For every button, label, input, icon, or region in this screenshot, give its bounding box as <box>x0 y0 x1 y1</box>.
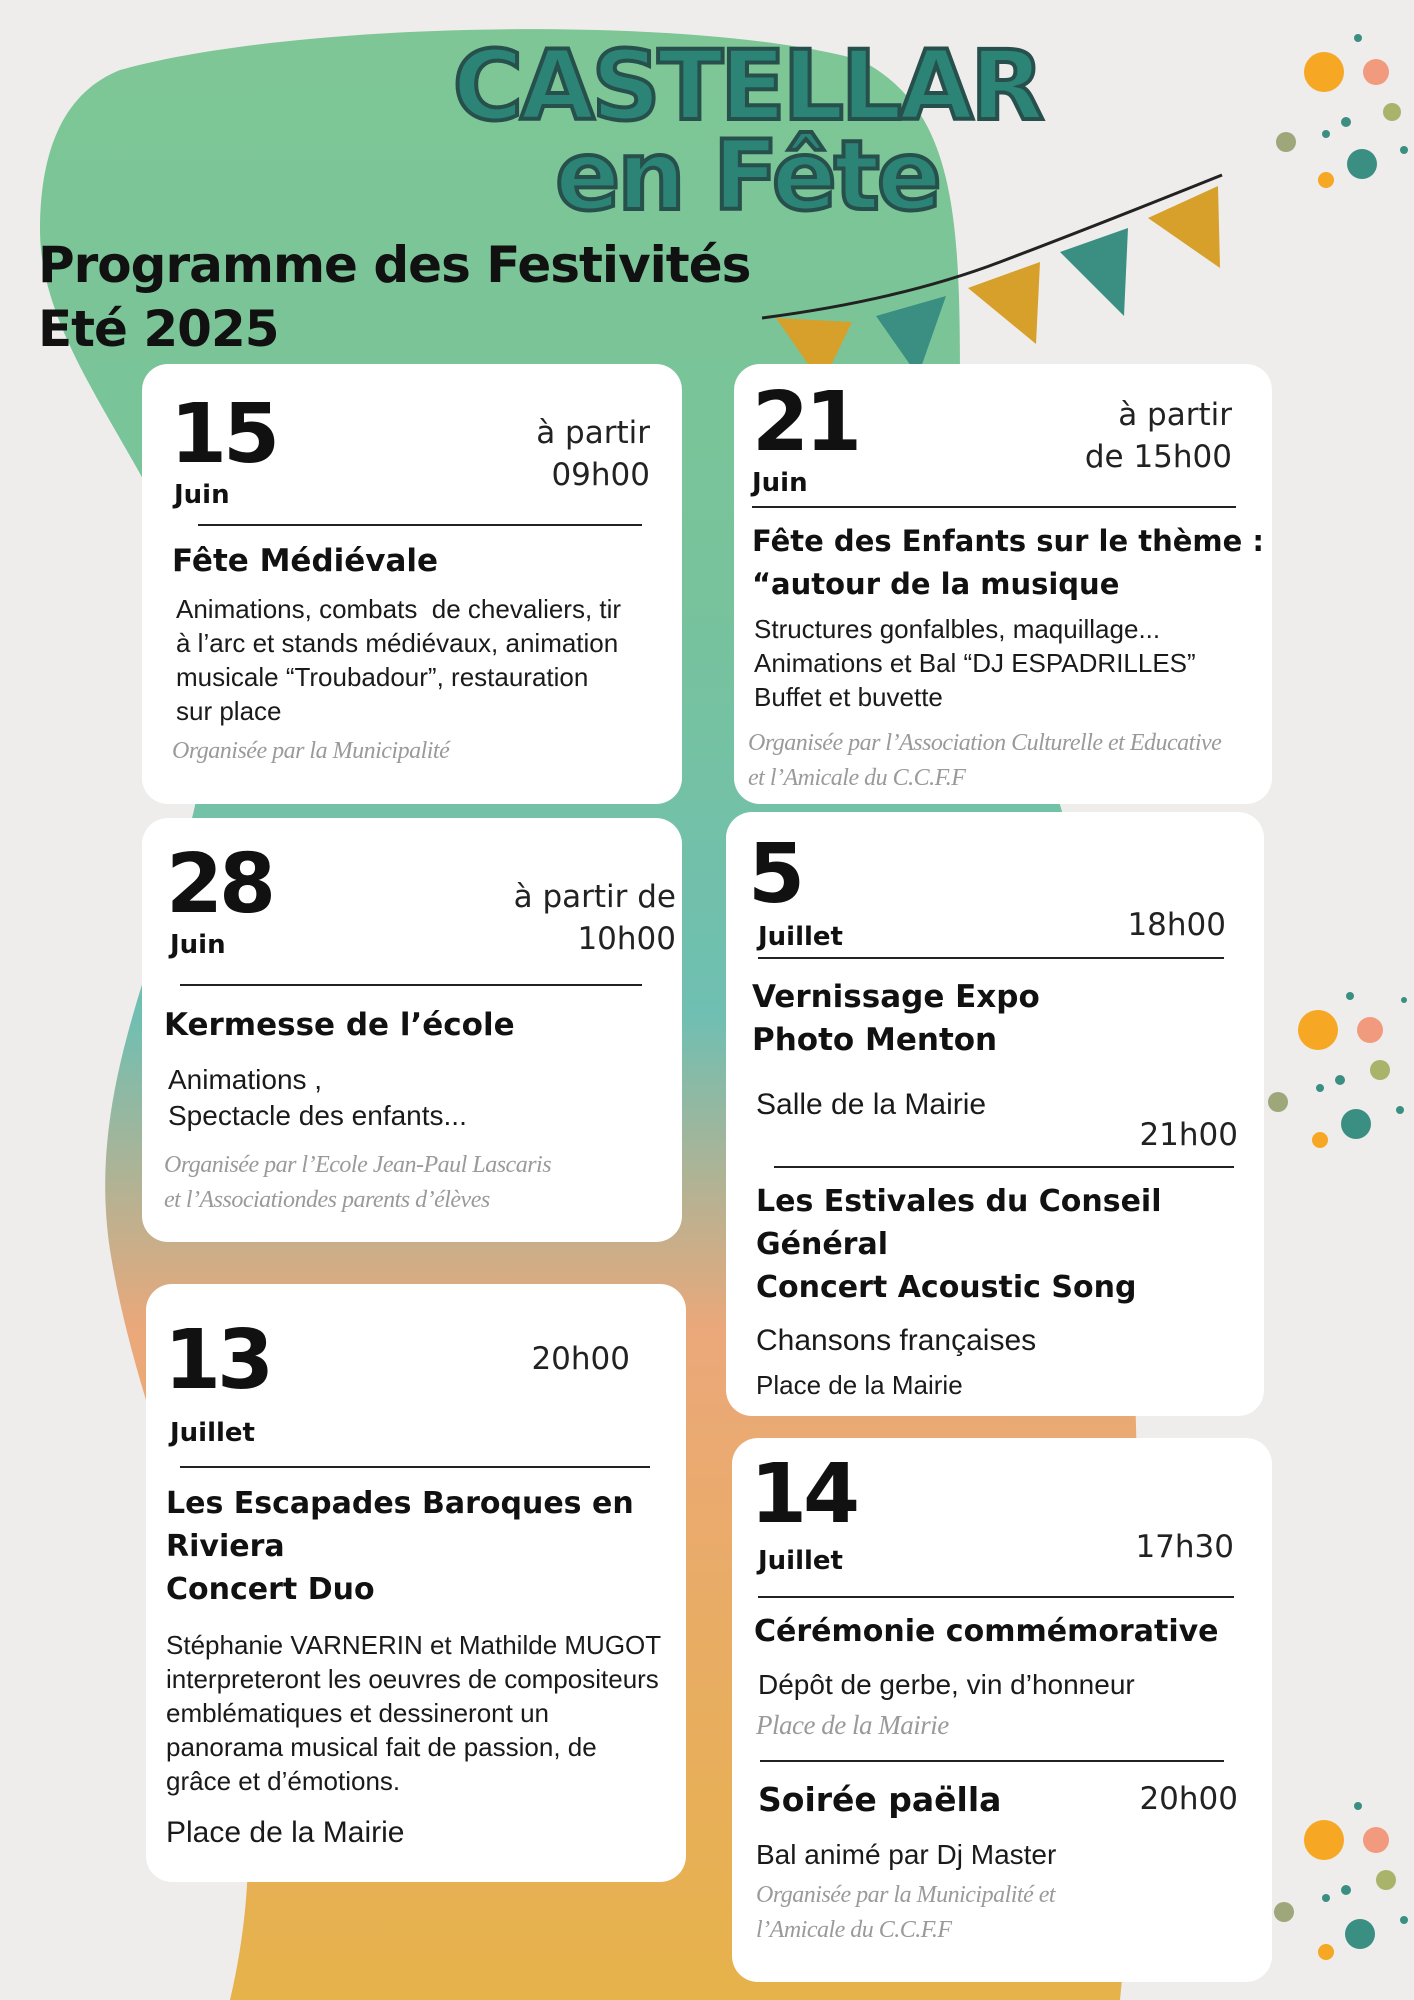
flag-yellow-2 <box>968 262 1040 344</box>
event-place: Place de la Mairie <box>166 1816 405 1849</box>
event-day: 28 <box>166 837 273 932</box>
event-title: Soirée paëlla <box>758 1780 1002 1819</box>
event-month: Juin <box>170 930 226 960</box>
event-time: à partir de 15h00 <box>1084 397 1232 475</box>
event-card-july-5 <box>726 812 1264 1416</box>
subtitle-programme: Programme des Festivités <box>38 236 751 294</box>
divider <box>180 984 642 986</box>
event-card-june-15 <box>142 364 682 804</box>
event-organizer: Organisée par l’Ecole Jean-Paul Lascaris et l’Associationdes parents d’élèves <box>164 1152 552 1213</box>
event-month: Juin <box>752 468 808 498</box>
event-title: Fête des Enfants sur le thème : “autour de la musique <box>752 524 1264 601</box>
event-day: 5 <box>748 827 802 922</box>
event-organizer: Organisée par la Municipalité et l’Amicale du C.C.F.F <box>756 1882 1056 1943</box>
event-card-july-14 <box>732 1438 1272 1982</box>
divider <box>752 506 1236 508</box>
divider <box>774 1166 1234 1168</box>
event-month: Juin <box>174 480 230 510</box>
flag-teal-2 <box>1060 228 1128 316</box>
title-en-fete: en Fête <box>555 120 939 232</box>
event-place: Place de la Mairie <box>756 1710 949 1740</box>
event-month: Juillet <box>758 922 843 952</box>
event-day: 21 <box>752 375 859 470</box>
confetti-middle <box>1268 992 1407 1148</box>
event-description: Stéphanie VARNERIN et Mathilde MUGOT interpreteront les oeuvres de compositeurs emblématiques et dessineront un panorama musical fait de passion, de grâce et d’émotions. <box>166 1630 662 1796</box>
event-day: 15 <box>170 387 277 482</box>
event-card-july-13 <box>146 1284 686 1882</box>
event-time: à partir 09h00 <box>536 415 650 493</box>
event-description: Animations, combats de chevaliers, tir à l’arc et stands médiévaux, animation musicale “Troubadour”, restauration sur place <box>176 594 622 726</box>
event-title: Fête Médiévale <box>172 543 439 579</box>
event-day: 14 <box>750 1447 857 1542</box>
event-title: Vernissage Expo Photo Menton <box>752 979 1040 1058</box>
divider <box>758 957 1224 959</box>
event-title: Kermesse de l’école <box>164 1007 515 1043</box>
event-time: à partir de 10h00 <box>513 879 676 957</box>
event-place: Salle de la Mairie <box>756 1088 987 1121</box>
event-organizer: Organisée par la Municipalité <box>172 738 450 764</box>
event-time: 21h00 <box>1139 1117 1238 1153</box>
event-title: Les Escapades Baroques en Riviera Concert Duo <box>166 1486 634 1607</box>
event-description: Dépôt de gerbe, vin d’honneur <box>758 1669 1135 1700</box>
event-title: Cérémonie commémorative <box>754 1614 1219 1649</box>
event-place: Place de la Mairie <box>756 1370 963 1400</box>
event-description: Chansons françaises <box>756 1324 1037 1357</box>
event-day: 13 <box>164 1313 271 1408</box>
event-card-june-21 <box>734 364 1272 804</box>
event-description: Structures gonfalbles, maquillage... Animations et Bal “DJ ESPADRILLES” Buffet et buvette <box>754 614 1196 712</box>
event-time: 18h00 <box>1127 907 1226 943</box>
event-description: Animations , Spectacle des enfants... <box>168 1064 467 1131</box>
event-description: Bal animé par Dj Master <box>756 1839 1057 1870</box>
title-castellar: CASTELLAR <box>452 30 1042 142</box>
event-time: 20h00 <box>531 1341 630 1377</box>
event-month: Juillet <box>758 1546 843 1576</box>
event-month: Juillet <box>170 1418 255 1448</box>
event-time: 20h00 <box>1139 1781 1238 1817</box>
event-organizer: Organisée par l’Association Culturelle et Educative et l’Amicale du C.C.F.F <box>748 730 1222 791</box>
divider <box>758 1596 1234 1598</box>
divider <box>198 524 642 526</box>
divider <box>180 1466 650 1468</box>
event-title: Les Estivales du Conseil Général Concert Acoustic Song <box>756 1184 1162 1305</box>
divider <box>760 1760 1224 1762</box>
event-card-june-28 <box>142 818 682 1242</box>
event-time: 17h30 <box>1135 1529 1234 1565</box>
confetti-bottom <box>1274 1802 1408 1960</box>
subtitle-year: Eté 2025 <box>38 300 279 358</box>
